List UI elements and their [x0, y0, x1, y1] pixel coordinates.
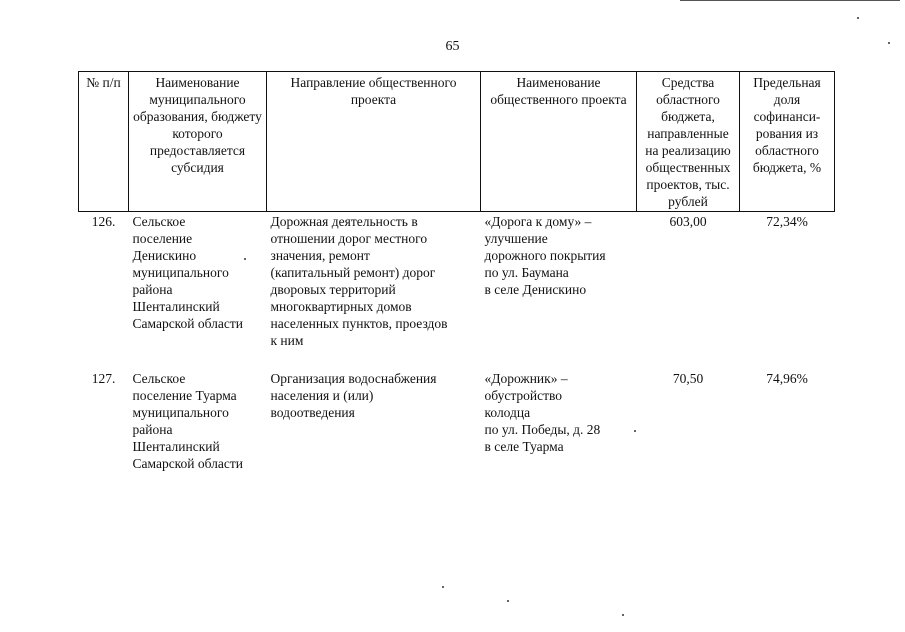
cell-line: «Дорожник» –	[484, 371, 568, 386]
cell-line: значения, ремонт	[270, 248, 370, 263]
cell-line: отношении дорог местного	[270, 231, 428, 246]
scan-speck	[442, 586, 444, 588]
municipality-cell	[129, 369, 267, 472]
table-row	[79, 212, 835, 370]
cell-line: поселение Туарма	[132, 388, 237, 403]
cell-line: Шенталинский	[132, 439, 220, 454]
direction-cell	[267, 212, 481, 370]
header-project-name: Наименование общественного проекта	[481, 72, 637, 212]
cell-line: поселение	[132, 231, 193, 246]
table-header-row	[79, 72, 835, 212]
funds-cell: 603,00	[669, 214, 707, 229]
cell-line: колодца	[484, 405, 531, 420]
municipality-cell	[129, 212, 267, 370]
row-number: 127.	[91, 371, 116, 386]
project-name-cell	[481, 369, 637, 472]
cell-line: Самарской области	[132, 456, 244, 471]
cell-line: населенных пунктов, проездов	[270, 316, 448, 331]
cell-line: Самарской области	[132, 316, 244, 331]
cell-line: Организация водоснабжения	[270, 371, 437, 386]
cell-line: Дорожная деятельность в	[270, 214, 418, 229]
cell-line: улучшение	[484, 231, 548, 246]
funds-cell: 70,50	[672, 371, 704, 386]
cell-line: дворовых территорий	[270, 282, 396, 297]
cell-line: по ул. Победы, д. 28	[484, 422, 601, 437]
cell-line: обустройство	[484, 388, 563, 403]
page-number: 65	[445, 39, 460, 54]
cell-line: муниципального	[132, 265, 229, 280]
header-funds: Средства областного бюджета, направленные на реализацию общественных проектов, тыс. рублей	[637, 72, 740, 212]
cell-line: многоквартирных домов	[270, 299, 412, 314]
scan-speck	[507, 600, 509, 602]
cell-line: в селе Туарма	[484, 439, 564, 454]
cell-line: Сельское	[132, 214, 186, 229]
cell-line: «Дорога к дому» –	[484, 214, 592, 229]
cell-line: Шенталинский	[132, 299, 220, 314]
direction-cell	[267, 369, 481, 472]
subsidy-table	[78, 71, 835, 472]
cell-line: по ул. Баумана	[484, 265, 569, 280]
table-row	[79, 369, 835, 472]
header-direction: Направление общественного проекта	[267, 72, 481, 212]
cell-line: дорожного покрытия	[484, 248, 606, 263]
cell-line: муниципального	[132, 405, 229, 420]
cell-line: района	[132, 282, 173, 297]
scan-speck	[857, 17, 859, 19]
cell-line: Сельское	[132, 371, 186, 386]
project-name-cell	[481, 212, 637, 370]
cell-line: к ним	[270, 333, 304, 348]
scan-edge-line	[680, 0, 900, 1]
header-municipality: Наименование муниципального образования, бюджету которого предоставляется субсидия	[129, 72, 267, 212]
header-share: Предельная доля софинанси-рования из областного бюджета, %	[740, 72, 835, 212]
row-number: 126.	[91, 214, 116, 229]
cell-line: (капитальный ремонт) дорог	[270, 265, 436, 280]
cell-line: Денискино	[132, 248, 197, 263]
cell-line: в селе Денискино	[484, 282, 587, 297]
scan-speck	[622, 614, 624, 616]
header-number: № п/п	[79, 72, 129, 212]
cell-line: населения и (или)	[270, 388, 374, 403]
cell-line: района	[132, 422, 173, 437]
share-cell: 72,34%	[766, 214, 808, 229]
share-cell: 74,96%	[766, 371, 808, 386]
cell-line: водоотведения	[270, 405, 355, 420]
